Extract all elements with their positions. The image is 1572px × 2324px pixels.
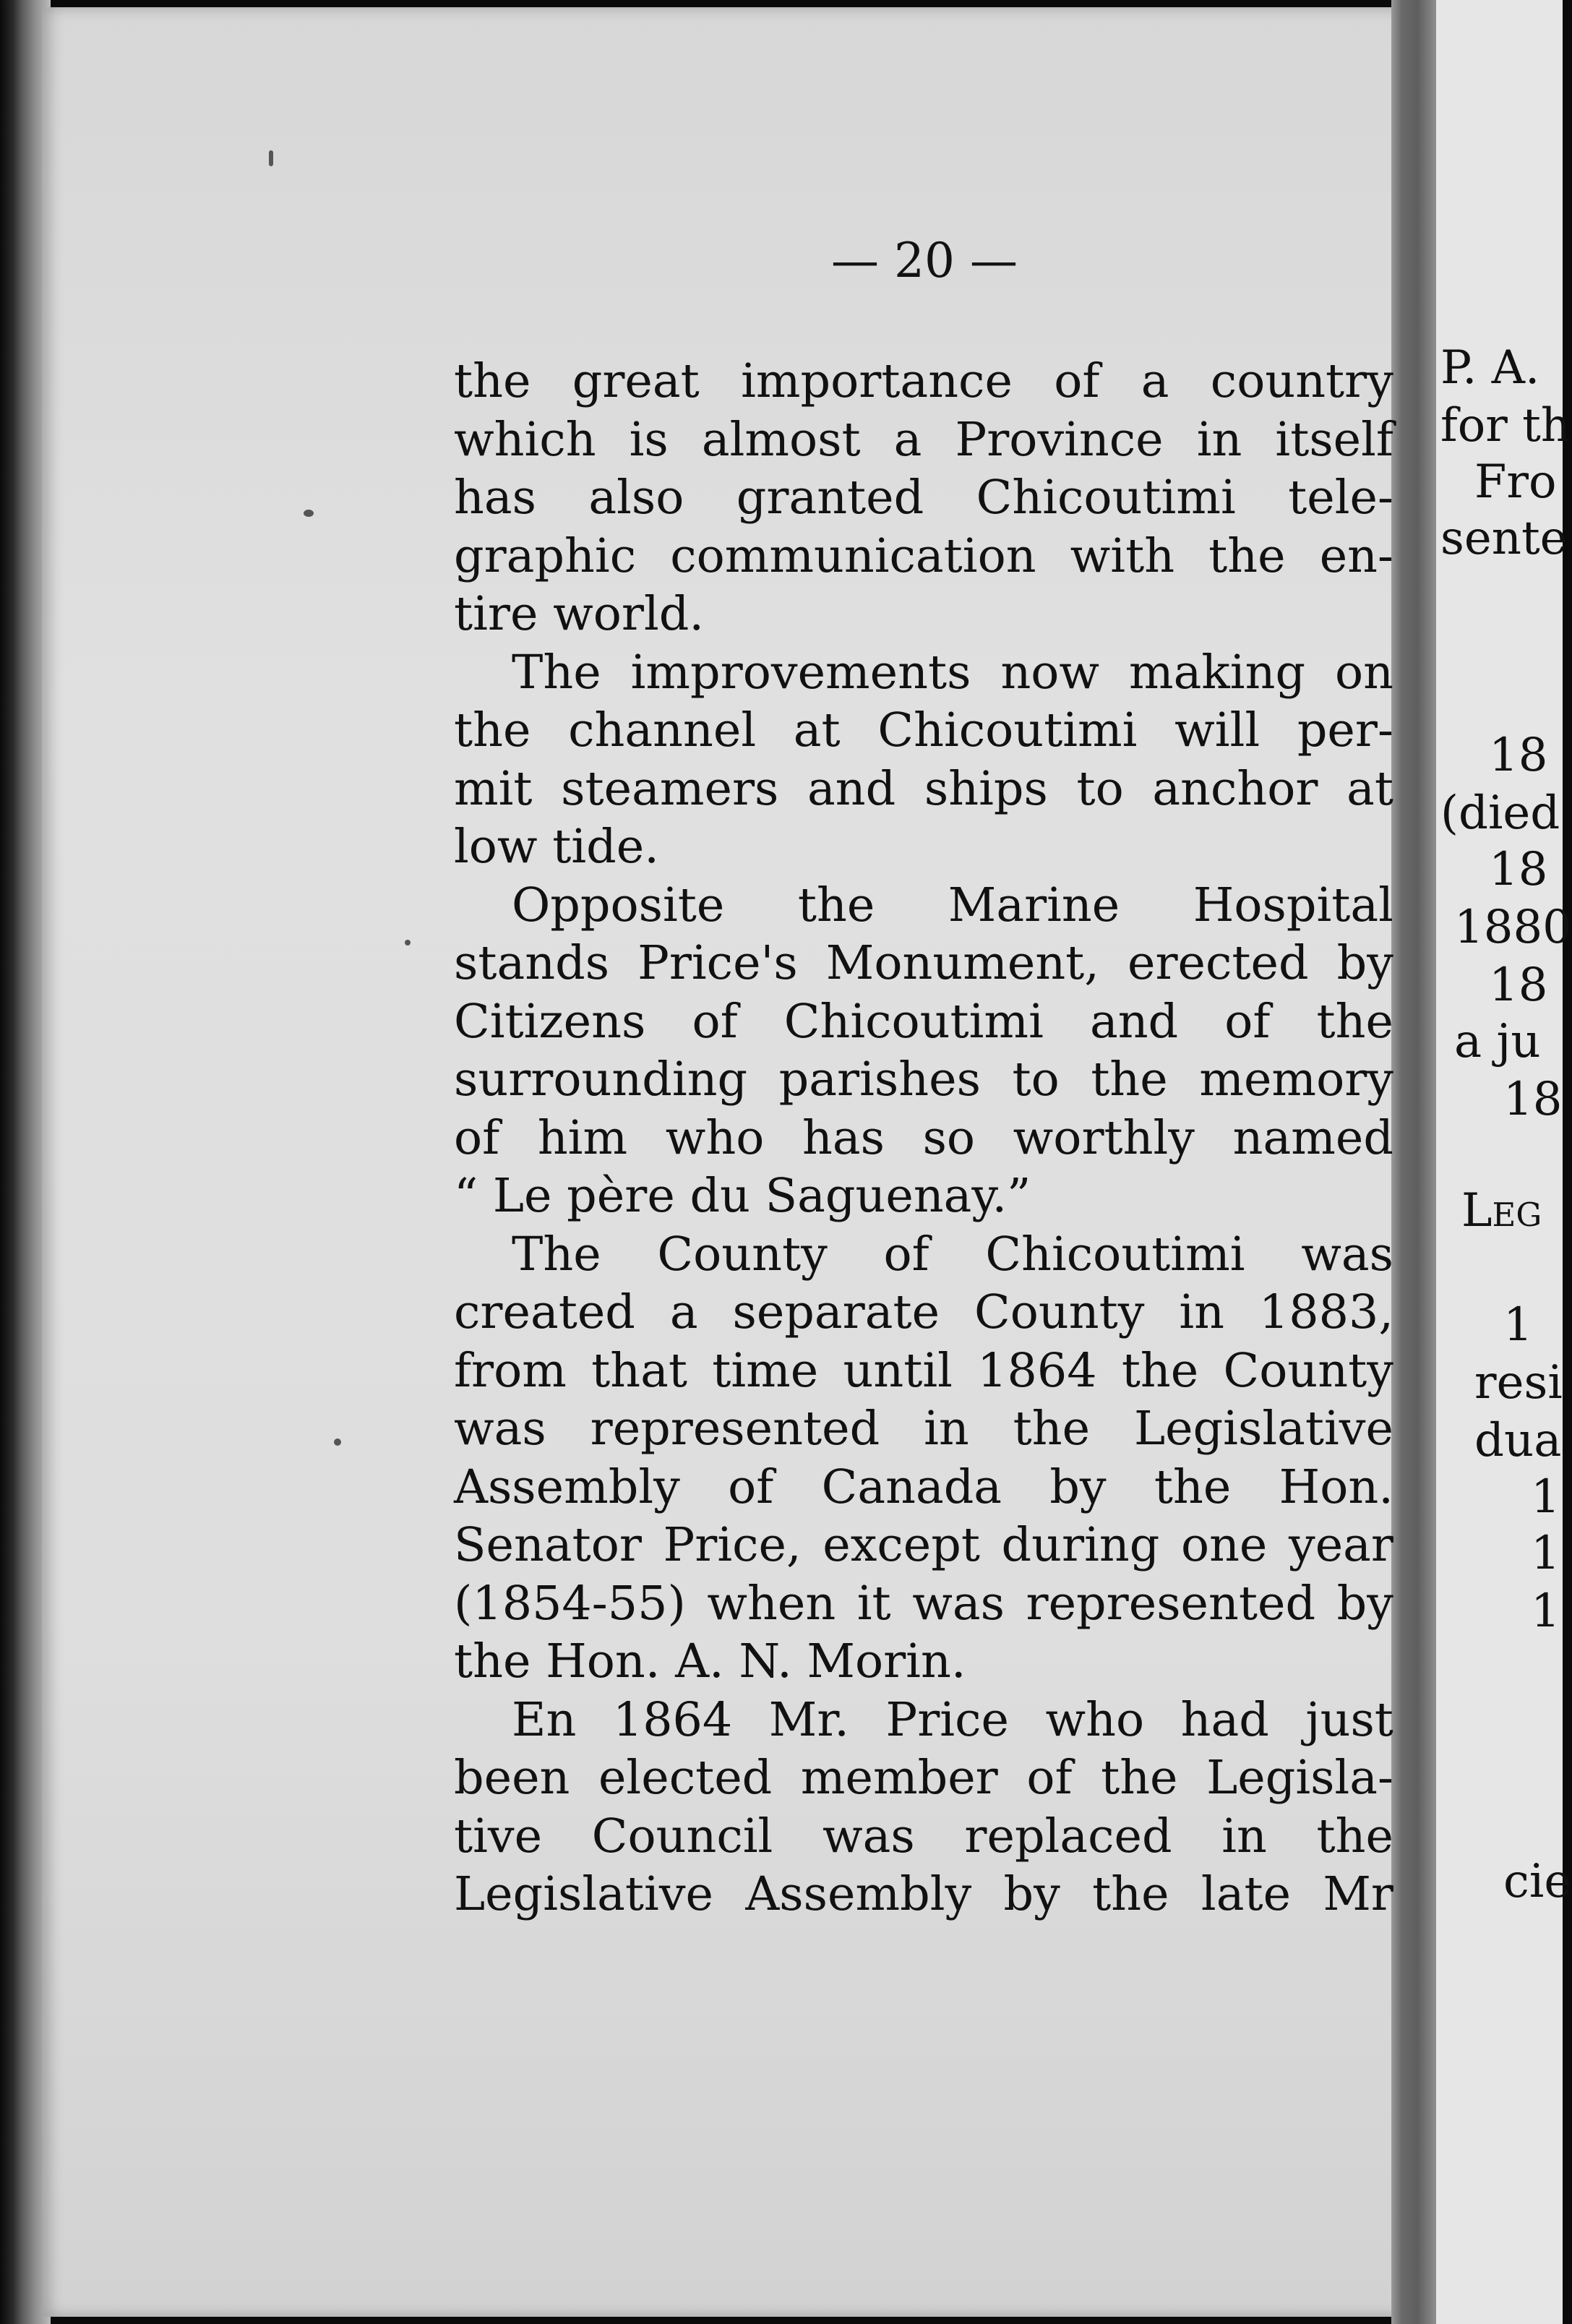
- word: Hospital: [1193, 878, 1393, 932]
- word: stands: [454, 936, 610, 990]
- word: tele-: [1288, 471, 1393, 525]
- word: itself: [1275, 412, 1393, 467]
- facing-page-fragment: dua: [1474, 1414, 1562, 1467]
- facing-page-fragment: sente: [1440, 512, 1568, 565]
- word: in: [1179, 1285, 1224, 1339]
- word: 1864: [612, 1692, 733, 1747]
- text-line: [454, 1517, 1393, 1575]
- page-number: — 20 —: [831, 233, 1018, 288]
- word: parishes: [778, 1052, 981, 1107]
- word: when: [707, 1576, 836, 1631]
- text-line: [454, 1342, 1393, 1401]
- word: the: [1091, 1052, 1168, 1107]
- facing-page-fragment: 1: [1531, 1470, 1560, 1524]
- word: now: [1000, 645, 1100, 700]
- word: almost: [701, 412, 861, 467]
- facing-page-fragment: 1: [1531, 1585, 1560, 1638]
- paper-speck: [405, 940, 411, 946]
- word: Mr.: [768, 1692, 849, 1747]
- word: been: [454, 1751, 570, 1805]
- facing-page-fragment: 18: [1503, 1073, 1563, 1126]
- facing-page-fragment: 1880: [1454, 901, 1572, 954]
- text-line: [454, 1459, 1393, 1517]
- text-line: [454, 411, 1393, 470]
- word: until: [843, 1343, 953, 1398]
- word: from: [454, 1343, 567, 1398]
- text-line: [454, 1633, 1393, 1691]
- word: was: [454, 1402, 546, 1456]
- word: memory: [1199, 1052, 1393, 1107]
- word: the: [1101, 1751, 1178, 1805]
- text-line: [454, 1110, 1393, 1168]
- paper-speck: [269, 150, 273, 166]
- word: one: [1180, 1518, 1268, 1572]
- facing-page-fragment: Fro: [1474, 455, 1557, 509]
- paper-speck: [334, 1438, 341, 1446]
- text-line: [454, 1808, 1393, 1866]
- word: except: [822, 1518, 980, 1572]
- word: Legislative: [1133, 1402, 1393, 1456]
- word: graphic: [454, 528, 637, 583]
- word: of: [728, 1459, 774, 1514]
- word: Assembly: [745, 1867, 972, 1921]
- text-line: [454, 528, 1393, 586]
- word: Senator: [454, 1518, 642, 1572]
- text-line: [454, 1051, 1393, 1110]
- word: who: [665, 1110, 765, 1165]
- word: (1854-55): [454, 1576, 686, 1631]
- word: of: [454, 1110, 500, 1165]
- paper-speck: [304, 510, 314, 517]
- word: represented: [590, 1402, 880, 1456]
- book-gutter: [1391, 0, 1436, 2324]
- word: mit: [454, 761, 533, 816]
- facing-page-fragment: for th: [1440, 399, 1571, 453]
- word: the: [1316, 994, 1393, 1049]
- word: Price,: [663, 1518, 802, 1572]
- word: was: [1301, 1227, 1393, 1282]
- facing-page-fragment: resi: [1474, 1356, 1563, 1410]
- word: the: [1092, 1867, 1169, 1921]
- word: who: [1045, 1692, 1145, 1747]
- word: County: [657, 1227, 828, 1282]
- word: to: [1076, 761, 1124, 816]
- word: was: [912, 1576, 1005, 1631]
- facing-page-fragment: a ju: [1454, 1015, 1541, 1068]
- word: ships: [924, 761, 1048, 816]
- word: Mr: [1323, 1867, 1393, 1921]
- word: the: [1013, 1402, 1091, 1456]
- word: making: [1129, 645, 1306, 700]
- word: worthly: [1013, 1110, 1195, 1165]
- word: Chicoutimi: [877, 703, 1138, 758]
- word: member: [800, 1751, 998, 1805]
- word: created: [454, 1285, 635, 1339]
- word: will: [1174, 703, 1260, 758]
- word: has: [454, 471, 536, 525]
- word: Legisla-: [1206, 1751, 1393, 1805]
- word: by: [1336, 936, 1393, 990]
- word: in: [1196, 412, 1242, 467]
- word: the: [454, 703, 531, 758]
- word: communication: [670, 528, 1036, 583]
- facing-page-fragment: cie: [1503, 1855, 1572, 1908]
- word: Chicoutimi: [783, 994, 1044, 1049]
- word: the: [1121, 1343, 1199, 1398]
- word: with: [1070, 528, 1175, 583]
- word: The: [512, 645, 601, 700]
- body-text: [454, 353, 1393, 1924]
- word: Opposite: [512, 878, 725, 932]
- word: per-: [1297, 703, 1393, 758]
- word: was: [822, 1809, 915, 1864]
- word: also: [588, 471, 684, 525]
- word: the: [454, 354, 531, 408]
- word: the: [1316, 1809, 1393, 1864]
- word: in: [1221, 1809, 1267, 1864]
- word: anchor: [1152, 761, 1318, 816]
- word: the: [797, 878, 875, 932]
- text-line: [454, 1749, 1393, 1808]
- word: at: [793, 703, 841, 758]
- word: by: [1049, 1459, 1107, 1514]
- word: has: [802, 1110, 885, 1165]
- word: 1883,: [1258, 1285, 1393, 1339]
- word: Price: [885, 1692, 1009, 1747]
- word: is: [629, 412, 669, 467]
- word: importance: [741, 354, 1013, 408]
- text-line: [454, 586, 1393, 644]
- facing-page-fragment: 18: [1489, 729, 1548, 782]
- word: tive: [454, 1809, 543, 1864]
- word: that: [591, 1343, 687, 1398]
- text-line: [454, 935, 1393, 993]
- word: at: [1346, 761, 1393, 816]
- word: of: [692, 994, 738, 1049]
- word: surrounding: [454, 1052, 748, 1107]
- word: elected: [598, 1751, 773, 1805]
- word: replaced: [964, 1809, 1172, 1864]
- text-line: [454, 702, 1393, 760]
- word: 1864: [977, 1343, 1097, 1398]
- word: County: [1223, 1343, 1393, 1398]
- facing-page-fragment: Leg: [1461, 1184, 1542, 1238]
- word: Citizens: [454, 994, 646, 1049]
- word: Legislative: [454, 1867, 714, 1921]
- facing-page-fragment: 1: [1531, 1527, 1560, 1580]
- word: Assembly: [454, 1459, 680, 1514]
- word: of: [1026, 1751, 1073, 1805]
- word: named: [1232, 1110, 1393, 1165]
- word: channel: [568, 703, 757, 758]
- word: and: [1089, 994, 1179, 1049]
- word: by: [1336, 1576, 1393, 1631]
- word: Chicoutimi: [976, 471, 1236, 525]
- word: improvements: [630, 645, 971, 700]
- word: of: [883, 1227, 929, 1282]
- word: Council: [591, 1809, 773, 1864]
- word: Monument,: [825, 936, 1099, 990]
- word: it: [856, 1576, 891, 1631]
- word: Chicoutimi: [985, 1227, 1245, 1282]
- line-text: low tide.: [454, 820, 659, 874]
- word: had: [1180, 1692, 1269, 1747]
- word: of: [1054, 354, 1100, 408]
- text-line: [454, 1226, 1393, 1285]
- word: a: [669, 1285, 698, 1339]
- word: Marine: [948, 878, 1120, 932]
- word: so: [922, 1110, 976, 1165]
- word: steamers: [561, 761, 779, 816]
- word: the: [1154, 1459, 1232, 1514]
- text-line: [454, 1167, 1393, 1226]
- word: En: [512, 1692, 577, 1747]
- text-line: [454, 469, 1393, 528]
- word: time: [712, 1343, 819, 1398]
- word: country: [1210, 354, 1393, 408]
- text-line: [454, 1575, 1393, 1634]
- word: erected: [1127, 936, 1309, 990]
- word: Price's: [637, 936, 798, 990]
- word: a: [893, 412, 922, 467]
- word: during: [1001, 1518, 1160, 1572]
- word: year: [1288, 1518, 1393, 1572]
- word: in: [924, 1402, 969, 1456]
- facing-page-fragment: 18: [1489, 843, 1548, 896]
- word: represented: [1026, 1576, 1316, 1631]
- facing-page-fragment: P. A.: [1440, 341, 1540, 395]
- word: of: [1224, 994, 1271, 1049]
- word: great: [572, 354, 700, 408]
- text-line: [454, 877, 1393, 935]
- word: just: [1305, 1692, 1393, 1747]
- word: and: [807, 761, 896, 816]
- word: late: [1201, 1867, 1292, 1921]
- word: en-: [1319, 528, 1393, 583]
- word: by: [1003, 1867, 1060, 1921]
- word: the: [1208, 528, 1286, 583]
- word: him: [537, 1110, 628, 1165]
- line-text: tire world.: [454, 587, 705, 641]
- word: Province: [955, 412, 1164, 467]
- line-text: the Hon. A. N. Morin.: [454, 1634, 966, 1689]
- facing-page-fragment: 1: [1503, 1298, 1533, 1352]
- text-line: [454, 1400, 1393, 1459]
- word: County: [974, 1285, 1145, 1339]
- word: on: [1335, 645, 1393, 700]
- word: which: [454, 412, 596, 467]
- word: The: [512, 1227, 601, 1282]
- word: Canada: [821, 1459, 1002, 1514]
- line-text: “ Le père du Saguenay.”: [454, 1169, 1031, 1223]
- text-line: [454, 1866, 1393, 1924]
- word: to: [1012, 1052, 1060, 1107]
- text-line: [454, 1691, 1393, 1750]
- word: Hon.: [1279, 1459, 1393, 1514]
- word: a: [1141, 354, 1169, 408]
- facing-page-fragment: (died: [1440, 786, 1560, 840]
- text-line: [454, 993, 1393, 1052]
- text-line: [454, 353, 1393, 411]
- text-line: [454, 818, 1393, 877]
- text-line: [454, 644, 1393, 703]
- word: separate: [732, 1285, 940, 1339]
- word: granted: [736, 471, 924, 525]
- text-line: [454, 760, 1393, 819]
- facing-page-fragment: 18: [1489, 959, 1548, 1012]
- text-line: [454, 1284, 1393, 1342]
